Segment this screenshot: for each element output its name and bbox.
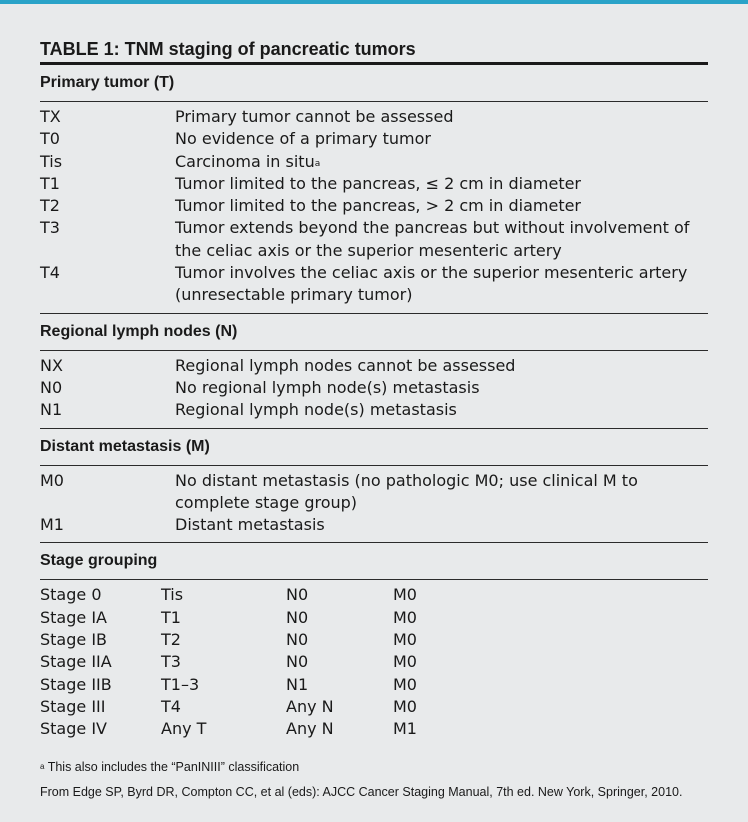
stage-n: N0	[286, 652, 309, 672]
row-description	[175, 470, 708, 515]
row-description-text: Distant metastasis	[175, 515, 325, 535]
section-primary-tumor-t	[40, 65, 708, 313]
row-code: M0	[40, 470, 64, 490]
section-stage-grouping	[40, 542, 708, 746]
row-description	[175, 106, 708, 128]
row-description-text: Tumor extends beyond the pancreas but without involvement of the celiac axis or the superior mesenteric artery	[175, 218, 690, 260]
table-row	[40, 217, 708, 262]
row-code: NX	[40, 355, 63, 375]
stage-m: M0	[393, 585, 417, 605]
row-code: N1	[40, 400, 63, 420]
table-row	[40, 262, 708, 307]
section-distant-metastasis-m	[40, 428, 708, 543]
row-description-text: No distant metastasis (no pathologic M0; use clinical M to complete stage group)	[175, 470, 638, 512]
source-citation: From Edge SP, Byrd DR, Compton CC, et al (eds): AJCC Cancer Staging Manual, 7th ed. New York, Springer, 2010.	[40, 784, 683, 799]
row-description-text: Tumor limited to the pancreas, > 2 cm in diameter	[175, 196, 582, 216]
stage-n: N0	[286, 630, 309, 650]
table-row	[40, 173, 708, 195]
stage-t: T1–3	[161, 674, 200, 694]
table-row	[40, 377, 708, 399]
row-description	[175, 262, 708, 307]
table-sections	[40, 65, 708, 542]
row-code: N0	[40, 377, 63, 397]
section-regional-lymph-nodes-n	[40, 313, 708, 428]
table-row	[40, 128, 708, 150]
row-code: M1	[40, 515, 64, 535]
table-row	[40, 470, 708, 515]
stage-m: M0	[393, 674, 417, 694]
table-row	[40, 195, 708, 217]
stage-m: M0	[393, 607, 417, 627]
table-row	[40, 106, 708, 128]
section-rows	[40, 102, 708, 313]
row-description-text: Regional lymph node(s) metastasis	[175, 400, 457, 420]
table-title: TABLE 1: TNM staging of pancreatic tumors	[40, 36, 708, 65]
table-row	[40, 674, 708, 696]
stage-name: Stage IA	[40, 607, 107, 627]
section-heading: Distant metastasis (M)	[40, 429, 708, 466]
table-row	[40, 607, 708, 629]
stage-t: Tis	[161, 585, 184, 605]
table-row	[40, 718, 708, 740]
row-code: T3	[40, 218, 60, 238]
table-row	[40, 514, 708, 536]
row-description-text: Tumor involves the celiac axis or the superior mesenteric artery (unresectable primary tumor)	[175, 263, 688, 305]
row-code: Tis	[40, 151, 63, 171]
row-code: T1	[40, 173, 60, 193]
stage-rows	[40, 580, 708, 746]
row-description	[175, 514, 708, 536]
section-rows	[40, 466, 708, 543]
table-row	[40, 355, 708, 377]
table-row	[40, 584, 708, 606]
row-description-text: Carcinoma in situ	[175, 151, 315, 171]
stage-name: Stage IIB	[40, 674, 112, 694]
row-description	[175, 173, 708, 195]
stage-name: Stage III	[40, 696, 106, 716]
stage-t: Any T	[161, 719, 207, 739]
stage-n: N1	[286, 674, 309, 694]
section-heading: Regional lymph nodes (N)	[40, 314, 708, 351]
stage-name: Stage IB	[40, 630, 108, 650]
stage-m: M1	[393, 719, 417, 739]
row-description	[175, 128, 708, 150]
stage-n: Any N	[286, 719, 334, 739]
top-accent-bar	[0, 0, 748, 4]
row-description	[175, 355, 708, 377]
stage-name: Stage IIA	[40, 652, 112, 672]
footnote	[40, 759, 708, 775]
row-description	[175, 151, 708, 173]
row-description	[175, 377, 708, 399]
row-code: T2	[40, 196, 60, 216]
staging-table	[40, 36, 708, 800]
section-rows	[40, 351, 708, 428]
stage-n: N0	[286, 607, 309, 627]
row-description-text: No regional lymph node(s) metastasis	[175, 377, 480, 397]
table-row	[40, 151, 708, 173]
row-description	[175, 217, 708, 262]
stage-t: T2	[161, 630, 181, 650]
stage-n: Any N	[286, 696, 334, 716]
stage-m: M0	[393, 630, 417, 650]
row-description-text: Tumor limited to the pancreas, ≤ 2 cm in diameter	[175, 173, 582, 193]
footnote-reference: a	[314, 158, 321, 169]
row-code: T0	[40, 129, 60, 149]
stage-m: M0	[393, 652, 417, 672]
table-row	[40, 696, 708, 718]
stage-name: Stage IV	[40, 719, 107, 739]
table-row	[40, 629, 708, 651]
section-heading: Primary tumor (T)	[40, 65, 708, 102]
table-row	[40, 399, 708, 421]
table-row	[40, 651, 708, 673]
stage-t: T1	[161, 607, 181, 627]
row-description-text: Regional lymph nodes cannot be assessed	[175, 355, 516, 375]
row-description	[175, 195, 708, 217]
row-code: T4	[40, 263, 60, 283]
stage-t: T4	[161, 696, 181, 716]
footnote-mark: a	[40, 761, 45, 771]
stage-name: Stage 0	[40, 585, 102, 605]
row-description	[175, 399, 708, 421]
stage-t: T3	[161, 652, 181, 672]
stage-n: N0	[286, 585, 309, 605]
row-description-text: Primary tumor cannot be assessed	[175, 107, 454, 126]
footnote-text: This also includes the “PanINIII” classification	[47, 759, 300, 774]
section-heading: Stage grouping	[40, 543, 708, 580]
stage-m: M0	[393, 696, 417, 716]
row-code: TX	[40, 107, 61, 126]
row-description-text: No evidence of a primary tumor	[175, 129, 431, 149]
